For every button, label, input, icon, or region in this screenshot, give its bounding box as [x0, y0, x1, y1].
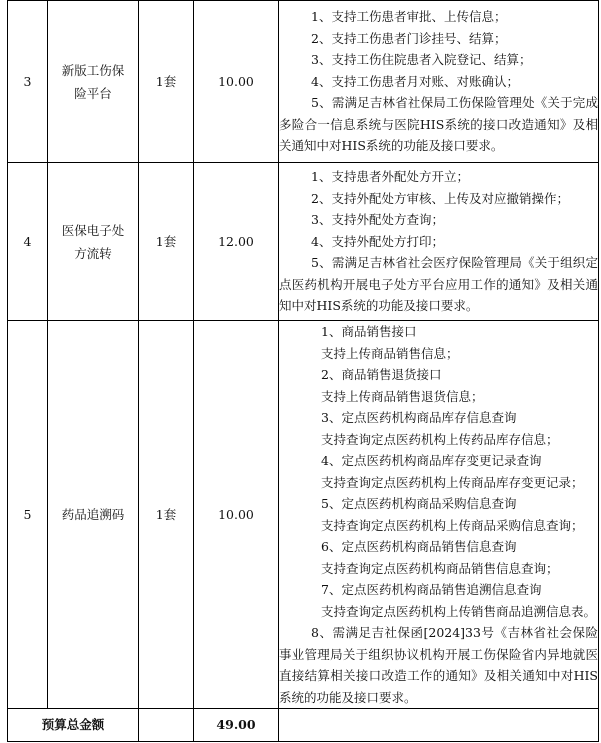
item-quantity: 1套 [139, 321, 194, 709]
description-line: 5、需满足吉林省社保局工伤保险管理处《关于完成多险合一信息系统与医院HIS系统的接口改造通知》及相关通知中对HIS系统的功能及接口要求。 [279, 95, 598, 154]
description-line: 支持上传商品销售信息； [321, 345, 459, 361]
table-row [8, 321, 599, 709]
item-name-text: 医保电子处方流转 [61, 222, 125, 261]
total-empty-cell [139, 709, 194, 742]
description-line: 3、支持外配处方查询； [311, 212, 444, 228]
total-row [8, 709, 599, 742]
item-price: 10.00 [194, 321, 279, 709]
description-line: 1、支持患者外配处方开立； [311, 169, 469, 185]
row-number: 4 [8, 163, 48, 321]
item-quantity: 1套 [139, 1, 194, 163]
description-line: 支持查询定点医药机构上传药品库存信息； [321, 431, 559, 447]
description-line: 3、支持工伤住院患者入院登记、结算； [311, 52, 532, 68]
requirements-table [7, 0, 599, 742]
description-line: 2、支持外配处方审核、上传及对应撤销操作； [311, 190, 569, 206]
description-line: 5、定点医药机构商品采购信息查询 [321, 496, 517, 511]
table-row [8, 163, 599, 321]
item-quantity: 1套 [139, 163, 194, 321]
description-line: 支持查询定点医药机构上传销售商品追溯信息表。 [321, 603, 597, 619]
item-price: 12.00 [194, 163, 279, 321]
description-line: 支持查询定点医药机构上传商品采购信息查询； [321, 517, 584, 533]
total-description-cell [279, 709, 599, 742]
description-line: 1、支持工伤患者审批、上传信息； [311, 9, 507, 25]
description-line: 6、定点医药机构商品销售信息查询 [321, 539, 517, 554]
item-name [48, 1, 139, 163]
description-line: 4、支持工伤患者月对账、对账确认； [311, 73, 519, 89]
description-line: 2、商品销售退货接口 [321, 367, 442, 382]
item-name [48, 321, 139, 709]
item-description [279, 321, 599, 709]
total-amount: 49.00 [194, 709, 279, 742]
row-number: 3 [8, 1, 48, 163]
description-line: 支持上传商品销售退货信息； [321, 388, 484, 404]
item-price: 10.00 [194, 1, 279, 163]
row-number: 5 [8, 321, 48, 709]
description-line: 1、商品销售接口 [321, 324, 417, 339]
description-line: 3、定点医药机构商品库存信息查询 [321, 410, 517, 425]
description-line: 2、支持工伤患者门诊挂号、结算； [311, 30, 507, 46]
description-line: 支持查询定点医药机构上传商品库存变更记录； [321, 474, 584, 490]
description-line: 5、需满足吉林省社会医疗保险管理局《关于组织定点医药机构开展电子处方平台应用工作的通知》及相关通知中对HIS系统的功能及接口要求。 [279, 255, 598, 314]
total-label: 预算总金额 [8, 709, 139, 742]
item-name [48, 163, 139, 321]
description-line: 4、定点医药机构商品库存变更记录查询 [321, 453, 542, 468]
description-line: 8、需满足吉社保函[2024]33号《吉林省社会保险事业管理局关于组织协议机构开展工伤保险省内异地就医直接结算相关接口改造工作的通知》及相关通知中对HIS系统的功能及接口要求。 [279, 625, 598, 705]
item-description [279, 163, 599, 321]
item-description [279, 1, 599, 163]
table-row [8, 1, 599, 163]
description-line: 4、支持外配处方打印； [311, 233, 444, 249]
description-line: 支持查询定点医药机构商品销售信息查询； [321, 560, 559, 576]
item-name-text: 药品追溯码 [61, 507, 125, 522]
description-line: 7、定点医药机构商品销售追溯信息查询 [321, 582, 542, 597]
item-name-text: 新版工伤保险平台 [61, 62, 125, 101]
